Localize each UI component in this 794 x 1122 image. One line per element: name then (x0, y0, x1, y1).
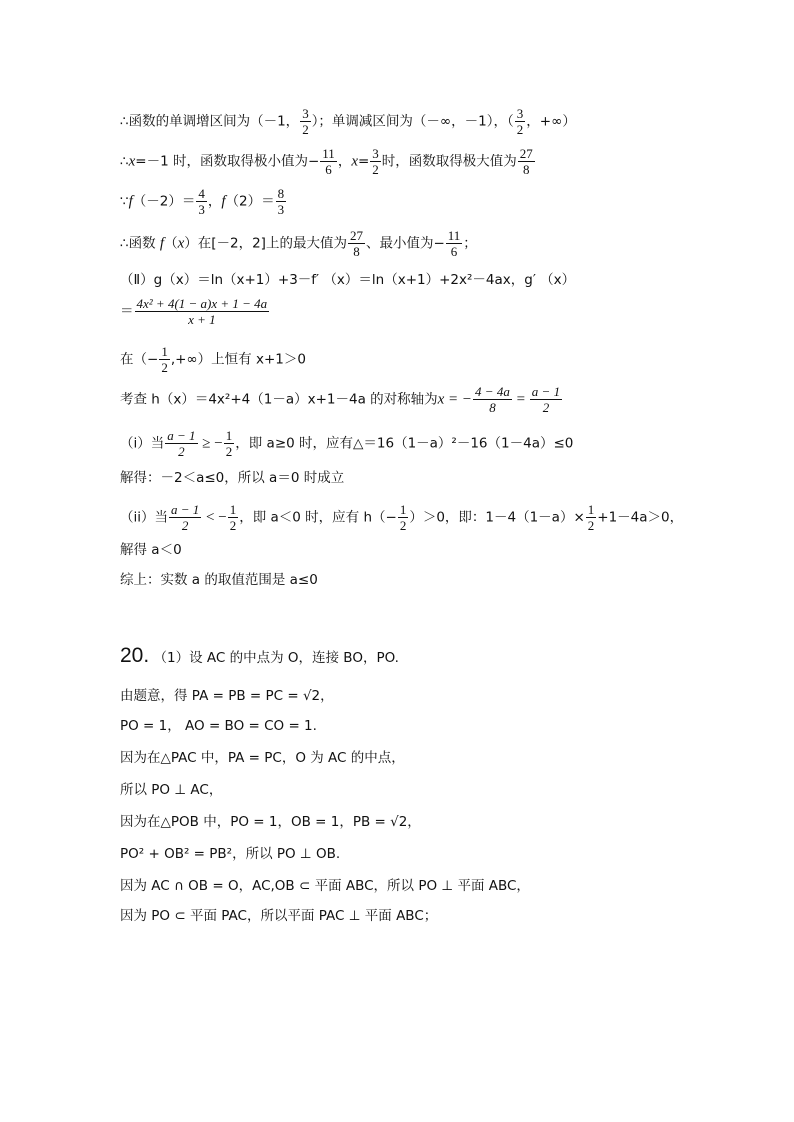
line-monotonic-intervals: ∴函数的单调增区间为（－1， $\frac{3}{2}$ ）；单调减区间为（－∞，－1），（ $\frac{3}{2}$ ，+∞） (120, 106, 576, 137)
line-solve-case-one: 解得：－2＜a≤0，所以 a＝0 时成立 (120, 470, 345, 486)
fraction: $\frac{1}{2}$ (225, 428, 233, 459)
line-g-prime-fraction: ＝ $\frac{\text{4x² + 4(1 − a)x + 1 − 4a}}{x + 1}$ (120, 296, 268, 327)
line-conclusion: 综上：实数 a 的取值范围是 a≤0 (120, 572, 318, 588)
line-case-one: （i）当 $\frac{a - 1}{2}$ ≥ − $\frac{1}{2}$ ，即 a≥0 时，应有△＝16（1－a）²－16（1－4a）≤0 (120, 428, 574, 459)
fraction: $\frac{3}{2}$ (302, 106, 309, 137)
fraction: $\frac{1}{2}$ (229, 502, 237, 533)
line-domain: 在（− $\frac{1}{2}$ ,+∞）上恒有 x+1＞0 (120, 344, 306, 375)
fraction: $\frac{1}{2}$ (399, 502, 407, 533)
fraction: $\frac{4 - 4a}{8}$ (475, 384, 510, 415)
line-case-two: （ii）当 $\frac{a - 1}{2}$ < − $\frac{1}{2}$ ，即 a＜0 时，应有 h（− $\frac{1}{2}$ ）＞0，即：1－4（1－a）× $\frac{1}{2}$ +1－4a＞0， (120, 502, 684, 533)
fraction: $\frac{1}{2}$ (161, 344, 168, 375)
q20-heading: 20. （1）设 AC 的中点为 O，连接 BO，PO. (120, 644, 399, 667)
q20-line-7: 因为 AC ∩ OB = O，AC,OB ⊂ 平面 ABC，所以 PO ⊥ 平面 ABC， (120, 878, 530, 894)
question-number: 20. (120, 644, 150, 667)
fraction: $\frac{3}{2}$ (372, 146, 379, 177)
line-max-min: ∴函数 f（x）在[－2，2]上的最大值为 $\frac{27}{8}$ 、最小值为− $\frac{11}{6}$ ； (120, 228, 477, 259)
fraction: $\frac{11}{6}$ (447, 228, 461, 259)
q20-line-4: 所以 PO ⊥ AC， (120, 782, 223, 798)
line-part-two-g: （Ⅱ）g（x）＝ln（x+1）+3－f′ （x）＝ln（x+1）+2x²－4ax，g′ （x） (120, 272, 576, 288)
fraction: $\frac{4}{3}$ (198, 186, 205, 217)
fraction: $\frac{3}{2}$ (516, 106, 524, 137)
fraction: $\frac{a - 1}{2}$ (171, 502, 200, 533)
q20-line-8: 因为 PO ⊂ 平面 PAC，所以平面 PAC ⊥ 平面 ABC； (120, 908, 438, 924)
line-extreme-values: ∴x=－1 时，函数取得极小值为− $\frac{11}{6}$ ，x= $\frac{3}{2}$ 时，函数取得极大值为 $\frac{27}{8}$ (120, 146, 533, 177)
line-endpoint-values: ∵f（－2）＝ $\frac{4}{3}$ ，f（2）＝ $\frac{8}{3}$ (120, 186, 285, 217)
fraction: $\frac{a - 1}{2}$ (531, 384, 561, 415)
fraction: $\frac{8}{3}$ (277, 186, 285, 217)
fraction: $\frac{\text{4x² + 4(1 − a)x + 1 − 4a}}{x + 1}$ (136, 296, 268, 327)
q20-line-2: PO = 1， AO = BO = CO = 1. (120, 718, 317, 734)
fraction: $\frac{1}{2}$ (587, 502, 595, 533)
fraction: $\frac{27}{8}$ (349, 228, 363, 259)
fraction: $\frac{a - 1}{2}$ (167, 428, 196, 459)
line-solve-case-two: 解得 a＜0 (120, 542, 182, 558)
fraction: $\frac{11}{6}$ (322, 146, 335, 177)
line-axis-of-symmetry: 考查 h（x）＝4x²+4（1－a）x+1－4a 的对称轴为x = − $\frac{4 - 4a}{8}$ = $\frac{a - 1}{2}$ (120, 384, 561, 415)
q20-line-1: 由题意，得 PA = PB = PC = √2， (120, 688, 334, 704)
q20-line-6: PO² + OB² = PB²，所以 PO ⊥ OB. (120, 846, 341, 862)
q20-line-5: 因为在△POB 中，PO = 1，OB = 1，PB = √2， (120, 814, 421, 830)
fraction: $\frac{27}{8}$ (519, 146, 533, 177)
q20-line-3: 因为在△PAC 中，PA = PC，O 为 AC 的中点， (120, 750, 405, 766)
